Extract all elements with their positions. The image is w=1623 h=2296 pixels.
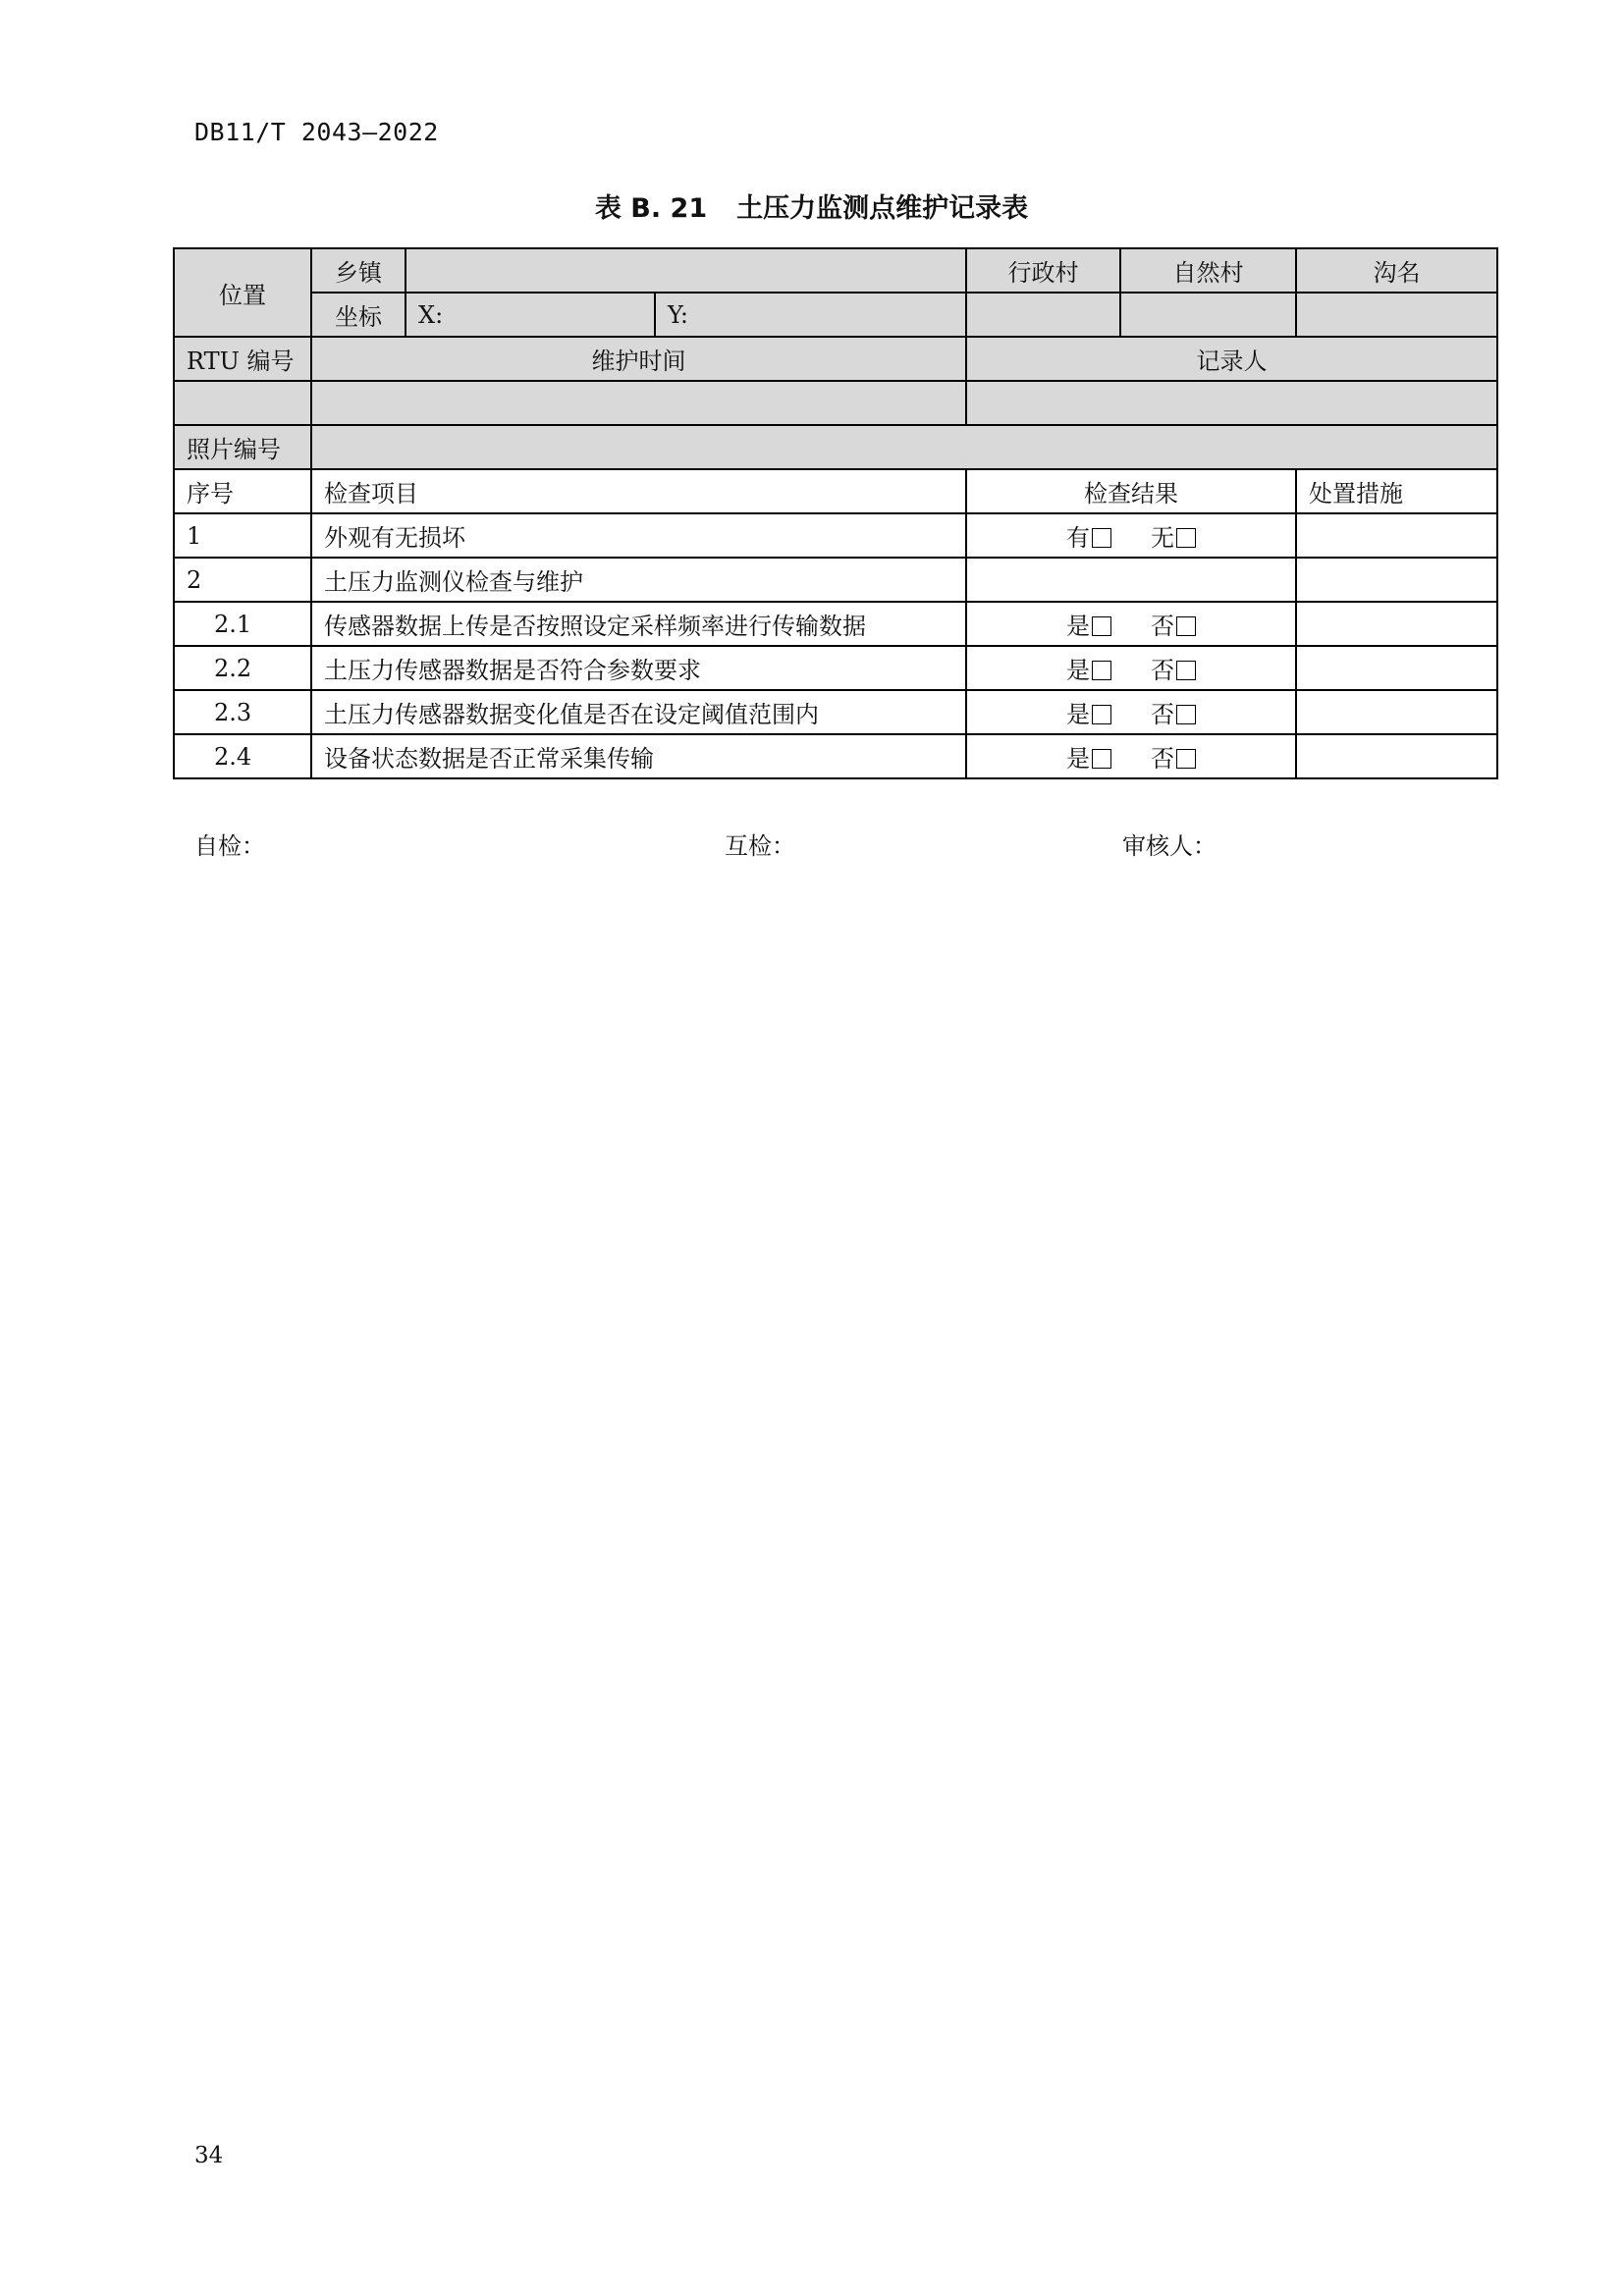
- coordinate-label: 坐标: [311, 293, 406, 337]
- row-result: [966, 690, 1296, 734]
- row-measure-field[interactable]: [1296, 734, 1497, 778]
- row-result: [966, 513, 1296, 558]
- option-yes[interactable]: 有: [1066, 518, 1111, 553]
- row-result: [966, 646, 1296, 690]
- checkbox-icon[interactable]: [1176, 616, 1196, 636]
- location-label: 位置: [174, 248, 311, 337]
- option-no[interactable]: 否: [1151, 651, 1196, 685]
- checkbox-icon[interactable]: [1176, 749, 1196, 769]
- table-row: [174, 734, 1497, 778]
- checkbox-icon[interactable]: [1092, 749, 1111, 769]
- row-no: 2.1: [174, 602, 311, 646]
- option-yes[interactable]: 是: [1066, 607, 1111, 641]
- natural-village-field[interactable]: [1120, 293, 1296, 337]
- table-row: [174, 646, 1497, 690]
- option-no[interactable]: 否: [1151, 695, 1196, 729]
- row-no: 2.2: [174, 646, 311, 690]
- option-no[interactable]: 否: [1151, 607, 1196, 641]
- row-item: 设备状态数据是否正常采集传输: [311, 734, 966, 778]
- table-row: [174, 690, 1497, 734]
- row-result: [966, 558, 1296, 602]
- photo-number-field[interactable]: [311, 425, 1497, 469]
- row-result: [966, 734, 1296, 778]
- row-no: 2: [174, 558, 311, 602]
- column-header-no: 序号: [174, 469, 311, 513]
- row-item: 土压力传感器数据是否符合参数要求: [311, 646, 966, 690]
- row-measure-field[interactable]: [1296, 602, 1497, 646]
- photo-number-label: 照片编号: [174, 425, 311, 469]
- option-no[interactable]: 无: [1151, 518, 1196, 553]
- page-number: 34: [194, 2143, 224, 2168]
- table-row: [174, 337, 1497, 381]
- column-header-item: 检查项目: [311, 469, 966, 513]
- table-row: [174, 381, 1497, 425]
- township-label: 乡镇: [311, 248, 406, 293]
- recorder-field[interactable]: [966, 381, 1497, 425]
- maintenance-time-label: 维护时间: [311, 337, 966, 381]
- table-row: [174, 513, 1497, 558]
- row-measure-field[interactable]: [1296, 558, 1497, 602]
- table-row: [174, 248, 1497, 293]
- checkbox-icon[interactable]: [1092, 705, 1111, 724]
- coordinate-y-field[interactable]: Y:: [655, 293, 966, 337]
- recorder-label: 记录人: [966, 337, 1497, 381]
- row-item: 传感器数据上传是否按照设定采样频率进行传输数据: [311, 602, 966, 646]
- row-item: 土压力传感器数据变化值是否在设定阈值范围内: [311, 690, 966, 734]
- table-row: [174, 425, 1497, 469]
- row-item: 土压力监测仪检查与维护: [311, 558, 966, 602]
- checkbox-icon[interactable]: [1092, 661, 1111, 680]
- checkbox-icon[interactable]: [1176, 528, 1196, 548]
- table-number: 表 B. 21: [594, 193, 708, 224]
- township-field[interactable]: [406, 248, 966, 293]
- checkbox-icon[interactable]: [1176, 661, 1196, 680]
- row-no: 1: [174, 513, 311, 558]
- gully-name-field[interactable]: [1296, 293, 1497, 337]
- rtu-number-field[interactable]: [174, 381, 311, 425]
- column-header-result: 检查结果: [966, 469, 1296, 513]
- row-measure-field[interactable]: [1296, 513, 1497, 558]
- row-result: [966, 602, 1296, 646]
- reviewer-label: 审核人：: [1122, 832, 1217, 860]
- option-yes[interactable]: 是: [1066, 739, 1111, 774]
- rtu-number-label: RTU 编号: [174, 337, 311, 381]
- table-row: [174, 469, 1497, 513]
- self-check-label: 自检：: [194, 832, 265, 860]
- row-measure-field[interactable]: [1296, 646, 1497, 690]
- table-name: 土压力监测点维护记录表: [736, 193, 1029, 224]
- admin-village-field[interactable]: [966, 293, 1120, 337]
- table-row: [174, 558, 1497, 602]
- column-header-measure: 处置措施: [1296, 469, 1497, 513]
- checkbox-icon[interactable]: [1092, 528, 1111, 548]
- table-row: [174, 293, 1497, 337]
- row-measure-field[interactable]: [1296, 690, 1497, 734]
- table-row: [174, 602, 1497, 646]
- option-no[interactable]: 否: [1151, 739, 1196, 774]
- row-item: 外观有无损坏: [311, 513, 966, 558]
- row-no: 2.3: [174, 690, 311, 734]
- row-no: 2.4: [174, 734, 311, 778]
- coordinate-x-field[interactable]: X:: [406, 293, 655, 337]
- checkbox-icon[interactable]: [1092, 616, 1111, 636]
- natural-village-label: 自然村: [1120, 248, 1296, 293]
- option-yes[interactable]: 是: [1066, 695, 1111, 729]
- gully-name-label: 沟名: [1296, 248, 1497, 293]
- admin-village-label: 行政村: [966, 248, 1120, 293]
- checkbox-icon[interactable]: [1176, 705, 1196, 724]
- table-title: [0, 187, 1623, 225]
- mutual-check-label: 互检：: [725, 832, 795, 860]
- maintenance-record-table: [173, 247, 1498, 779]
- maintenance-time-field[interactable]: [311, 381, 966, 425]
- document-code: DB11/T 2043—2022: [194, 118, 439, 146]
- option-yes[interactable]: 是: [1066, 651, 1111, 685]
